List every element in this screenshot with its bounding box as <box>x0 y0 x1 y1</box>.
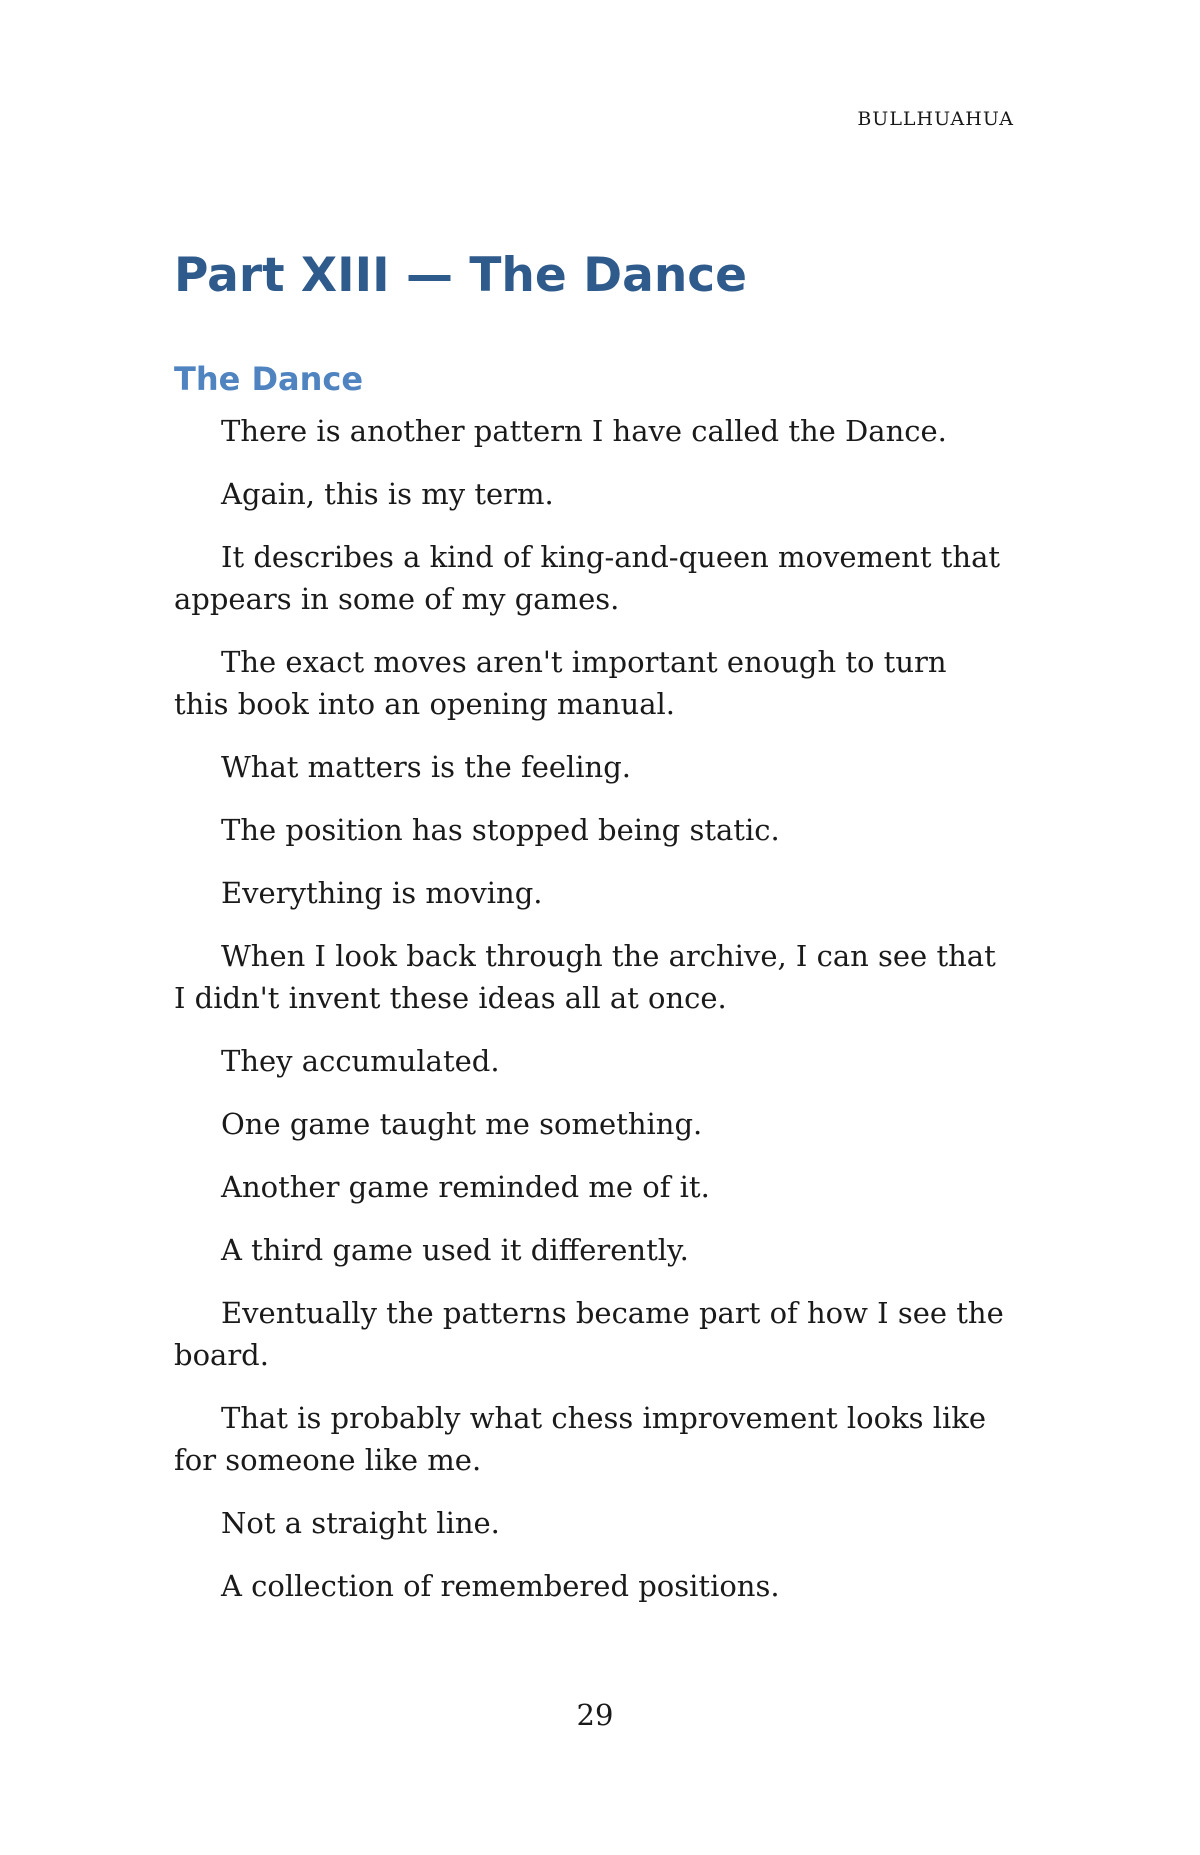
paragraph: The exact moves aren't important enough to turn this book into an opening manual. <box>174 645 947 721</box>
page-number: 29 <box>576 1698 614 1732</box>
paragraph: That is probably what chess improvement looks like for someone like me. <box>174 1401 987 1477</box>
section-title: The Dance <box>174 360 364 398</box>
paragraph: A collection of remembered positions. <box>221 1569 780 1603</box>
paragraph: It describes a kind of king-and-queen movement that appears in some of my games. <box>174 540 1001 616</box>
body-text <box>174 410 1009 1628</box>
paragraph: The position has stopped being static. <box>221 813 780 847</box>
paragraph: Eventually the patterns became part of how I see the board. <box>174 1296 1004 1372</box>
part-title: Part XIII — The Dance <box>174 248 748 303</box>
running-header: BULLHUAHUA <box>857 108 1014 130</box>
paragraph: There is another pattern I have called the Dance. <box>221 414 947 448</box>
paragraph: One game taught me something. <box>221 1107 703 1141</box>
paragraph: They accumulated. <box>221 1044 500 1078</box>
paragraph: What matters is the feeling. <box>221 750 632 784</box>
paragraph: A third game used it differently. <box>221 1233 689 1267</box>
paragraph: Again, this is my term. <box>221 477 554 511</box>
paragraph: Another game reminded me of it. <box>221 1170 710 1204</box>
paragraph: When I look back through the archive, I can see that I didn't invent these ideas all at once. <box>174 939 996 1015</box>
paragraph: Everything is moving. <box>221 876 543 910</box>
paragraph: Not a straight line. <box>221 1506 500 1540</box>
